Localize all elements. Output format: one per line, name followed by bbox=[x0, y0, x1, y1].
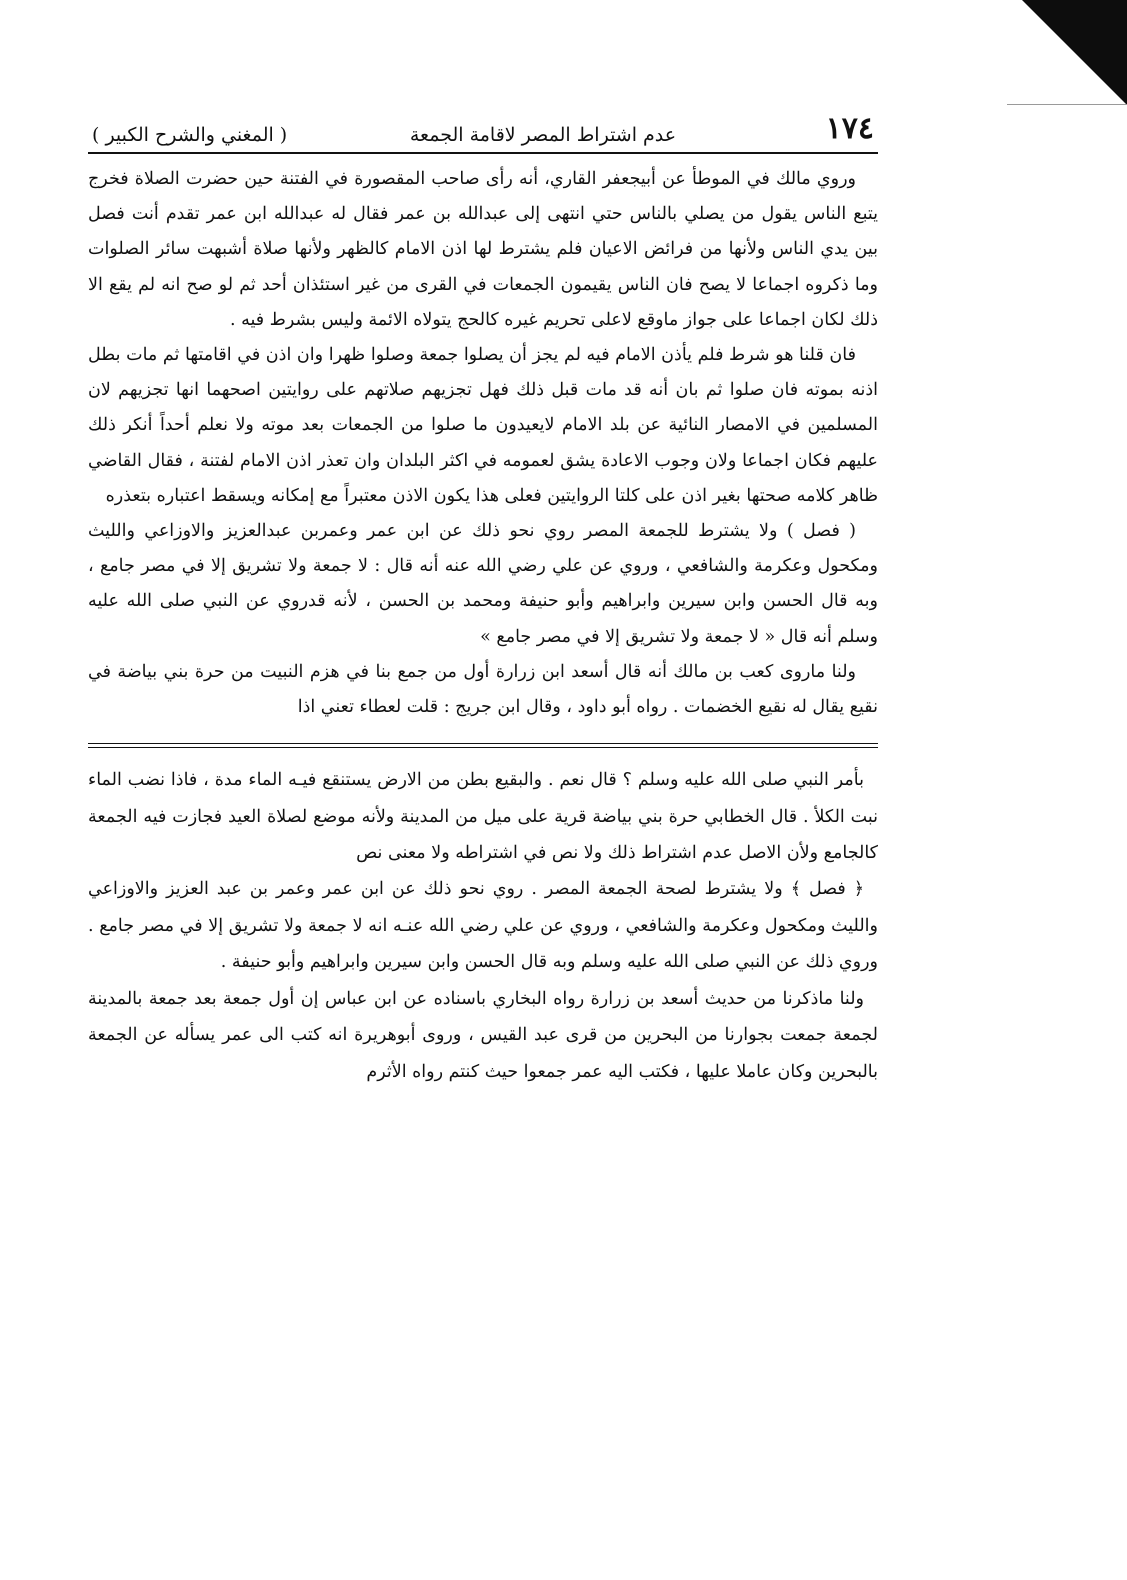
main-paragraph-2: فان قلنا هو شرط فلم يأذن الامام فيه لم يجز أن يصلوا جمعة وصلوا ظهرا وان اذن في اقامتها ثم مات بطل اذنه بموته فان صلوا ثم بان أنه قد مات قبل ذلك فهل تجزيهم صلاتهم على روايتين اصحهما انها تجزيهم لان المسلمين في الامصار النائية عن بلد الامام لايعيدون ما صلوا من الجمعات بعد موته ولا نعلم أحداً أنكر ذلك عليهم فكان اجماعا ولان وجوب الاعادة يشق لعمومه في اكثر البلدان وان تعذر اذن الامام لفتنة ، فقال القاضي ظاهر كلامه صحتها بغير اذن على كلتا الروايتين فعلى هذا يكون الاذن معتبراً مع إمكانه ويسقط اعتباره بتعذره bbox=[88, 345, 878, 506]
main-text bbox=[88, 162, 878, 725]
book-title: ( المغني والشرح الكبير ) bbox=[92, 124, 288, 146]
commentary-text bbox=[88, 762, 878, 1090]
main-paragraph-3: ( فصل ) ولا يشترط للجمعة المصر روي نحو ذلك عن ابن عمر وعمربن عبدالعزيز والاوزاعي والليث ومكحول وعكرمة والشافعي ، وروي عن علي رضي الله عنه أنه قال : لا جمعة ولا تشريق إلا في مصر جامع ، وبه قال الحسن وابن سيرين وابراهيم وأبو حنيفة ومحمد بن الحسن ، لأنه قدروي عن النبي صلى الله عليه وسلم أنه قال « لا جمعة ولا تشريق إلا في مصر جامع » bbox=[88, 521, 878, 647]
commentary-paragraph-2: ﴿ فصل ﴾ ولا يشترط لصحة الجمعة المصر . روي نحو ذلك عن ابن عمر وعمر بن عبد العزيز والاوزاعي والليث ومكحول وعكرمة والشافعي ، وروي عن علي رضي الله عنـه انه لا جمعة ولا تشريق إلا في مصر جامع . وروي ذلك عن النبي صلى الله عليه وسلم وبه قال الحسن وابن سيرين وابراهيم وأبو حنيفة . bbox=[88, 879, 878, 973]
scan-edge-line bbox=[1007, 104, 1127, 105]
book-page bbox=[88, 110, 878, 1090]
main-paragraph-1: وروي مالك في الموطأ عن أبيجعفر القاري، أنه رأى صاحب المقصورة في الفتنة حين حضرت الصلاة فخرج يتبع الناس يقول من يصلي بالناس حتي انتهى إلى عبدالله بن عمر فقال له عبدالله ابن عمر تقدم أنت فصل بين يدي الناس ولأنها من فرائض الاعيان فلم يشترط لها اذن الامام كالظهر ولأنها صلاة أشبهت سائر الصلوات وما ذكروه اجماعا لا يصح فان الناس يقيمون الجمعات في القرى من غير استئذان أحد ثم لو صح انه لم يقع الا ذلك لكان اجماعا على جواز ماوقع لاعلى تحريم غيره كالحج يتولاه الائمة وليس بشرط فيه . bbox=[88, 169, 878, 330]
section-divider bbox=[88, 743, 878, 748]
main-paragraph-4: ولنا ماروى كعب بن مالك أنه قال أسعد ابن زرارة أول من جمع بنا في هزم النبيت من حرة بني بياضة في نقيع يقال له نقيع الخضمات . رواه أبو داود ، وقال ابن جريج : قلت لعطاء تعني اذا bbox=[88, 661, 878, 718]
commentary-paragraph-3: ولنا ماذكرنا من حديث أسعد بن زرارة رواه البخاري باسناده عن ابن عباس إن أول جمعة بعد جمعة بالمدينة لجمعة جمعت بجوارنا من البحرين من قرى عبد القيس ، وروى أبوهريرة انه كتب الى عمر يسأله عن الجمعة بالبحرين وكان عاملا عليها ، فكتب اليه عمر جمعوا حيث كنتم رواه الأثرم bbox=[88, 988, 878, 1082]
page-number: ١٧٤ bbox=[825, 111, 874, 146]
scan-corner-shadow bbox=[1022, 0, 1127, 105]
chapter-title: عدم اشتراط المصر لاقامة الجمعة bbox=[409, 124, 677, 146]
commentary-paragraph-1: بأمر النبي صلى الله عليه وسلم ؟ قال نعم . والبقيع بطن من الارض يستنقع فيـه الماء مدة ، فاذا نضب الماء نبت الكلأ . قال الخطابي حرة بني بياضة قرية على ميل من المدينة ولأنه موضع لصلاة العيد فجازت فيه الجمعة كالجامع ولأن الاصل عدم اشتراط ذلك ولا نص في اشتراطه ولا معنى نص bbox=[88, 770, 878, 864]
page-header bbox=[88, 110, 878, 154]
